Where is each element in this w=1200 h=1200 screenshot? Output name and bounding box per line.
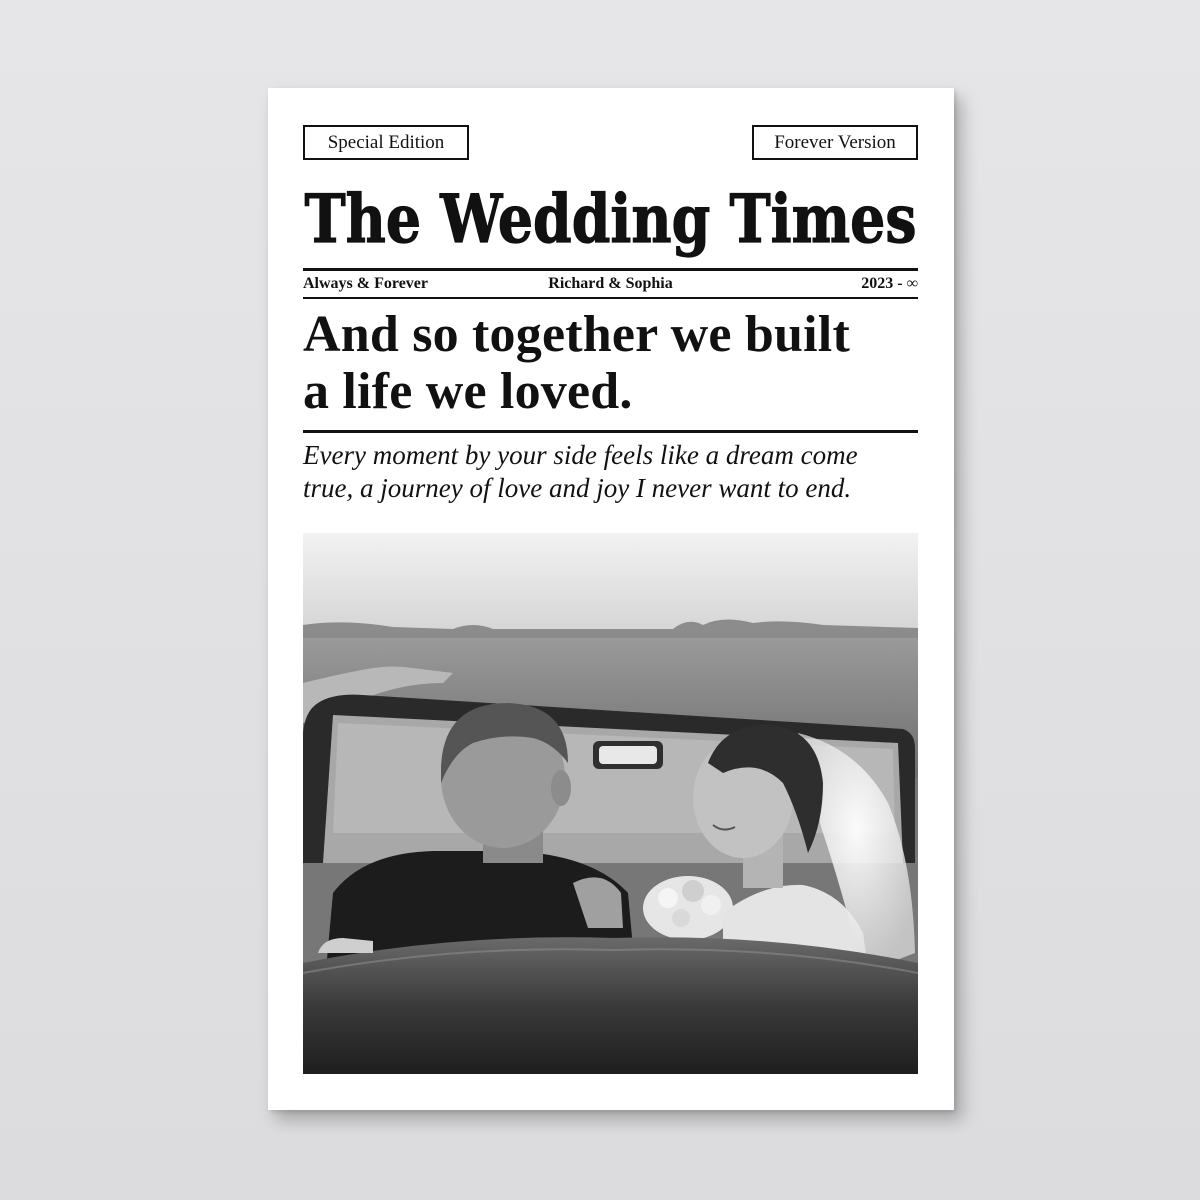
masthead (303, 176, 918, 258)
forever-version-badge: Forever Version (752, 125, 918, 160)
dateline (303, 272, 918, 296)
subhead (303, 439, 918, 505)
masthead-title: The Wedding Times (304, 180, 917, 258)
special-edition-badge: Special Edition (303, 125, 469, 160)
dateline-names: Richard & Sophia (548, 275, 673, 292)
headline-line-2: a life we loved. (303, 363, 633, 420)
headline (303, 306, 918, 420)
masthead-top-rule (303, 268, 918, 271)
wedding-photo (303, 533, 918, 1074)
dateline-years: 2023 - ∞ (861, 275, 918, 292)
dateline-bottom-rule (303, 297, 918, 299)
dateline-tagline: Always & Forever (303, 275, 428, 292)
headline-line-1: And so together we built (303, 306, 850, 363)
subhead-line-1: Every moment by your side feels like a dream come (303, 440, 858, 470)
wedding-newspaper-poster (268, 88, 954, 1110)
masthead-title-svg (303, 176, 918, 258)
wedding-photo-illustration (303, 533, 918, 1074)
poster-content (303, 88, 918, 1110)
subhead-line-2: true, a journey of love and joy I never want to end. (303, 473, 852, 503)
headline-bottom-rule (303, 430, 918, 433)
